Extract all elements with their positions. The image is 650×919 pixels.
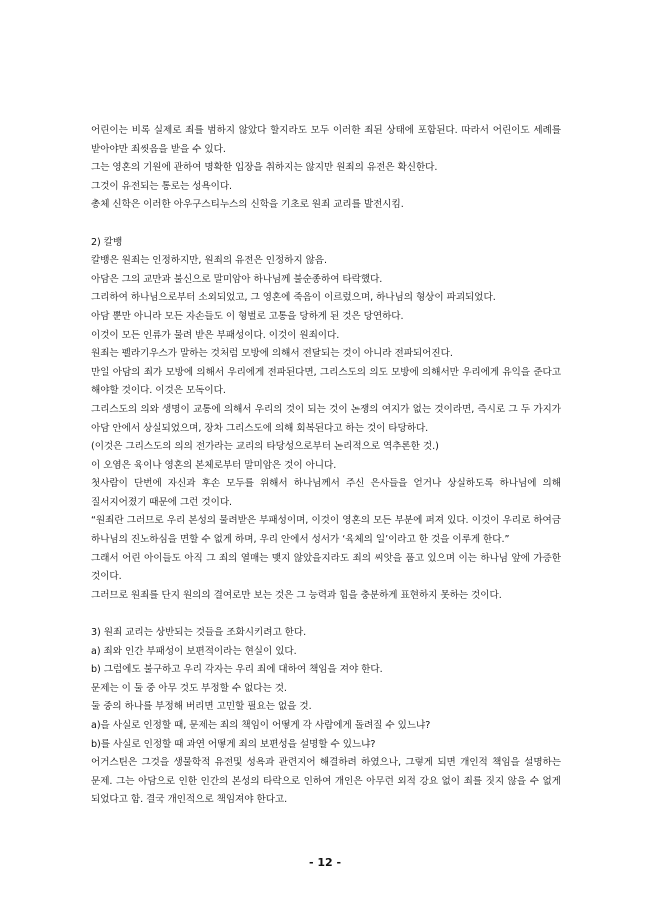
paragraph: 이것이 모든 인류가 물려 받은 부패성이다. 이것이 원죄이다.: [91, 329, 340, 341]
paragraph: (이것은 그리스도의 의의 전가라는 교리의 타당성으로부터 논리적으로 역추론한 것.): [91, 441, 439, 453]
paragraph: 아담 뿐만 아니라 모든 자손들도 이 형벌로 고통을 당하게 된 것은 당연하다.: [91, 310, 404, 322]
paragraph: 그래서 어린 아이들도 아직 그 죄의 열매는 맺지 않았을지라도 죄의 씨앗을 품고 있으며 이는 하나님 앞에 가증한 것이다.: [91, 552, 561, 583]
paragraph: 둘 중의 하나를 부정해 버리면 고민할 필요는 없을 것.: [91, 701, 312, 713]
paragraph: a) 죄와 인간 부패성이 보편적이라는 현실이 있다.: [91, 645, 297, 657]
paragraph: 만일 아담의 죄가 모방에 의해서 우리에게 전파된다면, 그리스도의 의도 모방에 의해서만 우리에게 유익을 준다고 해야할 것이다. 이것은 모독이다.: [91, 366, 561, 397]
paragraph: 그리스도의 의와 생명이 교통에 의해서 우리의 것이 되는 것이 논쟁의 여지가 없는 것이라면, 즉시로 그 두 가지가 아담 안에서 상실되었으며, 장차 그리스도에 의해 회복된다고 하는 것이 타당하다.: [91, 403, 561, 434]
section-gap: [91, 215, 561, 234]
document-body: [91, 122, 561, 810]
section-gap: [91, 605, 561, 624]
paragraph: 아담은 그의 교만과 불신으로 말미암아 하나님께 불순종하여 타락했다.: [91, 273, 383, 285]
paragraph: 그리하여 하나님으로부터 소외되었고, 그 영혼에 죽음이 이르렀으며, 하나님의 형상이 파괴되었다.: [91, 292, 496, 304]
paragraph: 그러므로 원죄를 단지 원의의 결여로만 보는 것은 그 능력과 힘을 충분하게 표현하지 못하는 것이다.: [91, 589, 502, 601]
quote-paragraph: “원죄란 그러므로 우리 본성의 물려받은 부패성이며, 이것이 영혼의 모든 부분에 퍼져 있다. 이것이 우리로 하여금 하나님의 진노하심을 면할 수 없게 하며, 우리 안에서 성서가 ‘육체의 일’이라고 한 것을 이루게 한다.”: [91, 515, 561, 546]
paragraph: a)을 사실로 인정할 때, 문제는 죄의 책임이 어떻게 각 사람에게 돌려질 수 있느냐?: [91, 720, 431, 731]
paragraph: 첫사람이 단번에 자신과 후손 모두를 위해서 하나님께서 주신 은사들을 얻거나 상실하도록 하나님에 의해 질서지어졌기 때문에 그런 것이다.: [91, 478, 561, 508]
paragraph: 총체 신학은 이러한 아우구스티누스의 신학을 기초로 원죄 교리를 발전시킴.: [91, 199, 404, 211]
paragraph: b)를 사실로 인정할 때 과연 어떻게 죄의 보편성을 설명할 수 있느냐?: [91, 738, 376, 750]
section-heading-3: 3) 원죄 교리는 상반되는 것들을 조화시키려고 한다.: [91, 627, 307, 639]
section-heading-2: 2) 칼뱅: [91, 236, 123, 248]
paragraph: 어거스틴은 그것을 생물학적 유전및 성욕과 관련지어 해결하려 하였으나, 그렇게 되면 개인적 책임을 설명하는 문제. 그는 아담으로 인한 인간의 본성의 타락으로 인하여 개인은 아무런 외적 강요 없이 죄를 짓지 않을 수 없게 되었다고 함. 결국 개인적으로 책임져야 한다고.: [91, 757, 561, 806]
paragraph: b) 그럼에도 불구하고 우리 각자는 우리 죄에 대하여 책임을 져야 한다.: [91, 664, 383, 676]
paragraph: 어린이는 비록 실제로 죄를 범하지 않았다 할지라도 모두 이러한 죄된 상태에 포함된다. 따라서 어린이도 세례를 받아야만 죄씻음을 받을 수 있다.: [91, 125, 561, 155]
paragraph: 원죄는 펠라기우스가 말하는 것처럼 모방에 의해서 전달되는 것이 아니라 전파되어진다.: [91, 348, 453, 360]
paragraph: 그는 영혼의 기원에 관하여 명확한 입장을 취하지는 않지만 원죄의 유전은 확신한다.: [91, 162, 438, 174]
paragraph: 칼뱅은 원죄는 인정하지만, 원죄의 유전은 인정하지 않음.: [91, 255, 328, 267]
page-number: - 12 -: [308, 856, 342, 869]
paragraph: 이 오염은 육이나 영혼의 본체로부터 말미암은 것이 아니다.: [91, 459, 337, 471]
paragraph: 문제는 이 둘 중 아무 것도 부정할 수 없다는 것.: [91, 682, 287, 694]
paragraph: 그것이 유전되는 통로는 성욕이다.: [91, 180, 233, 192]
